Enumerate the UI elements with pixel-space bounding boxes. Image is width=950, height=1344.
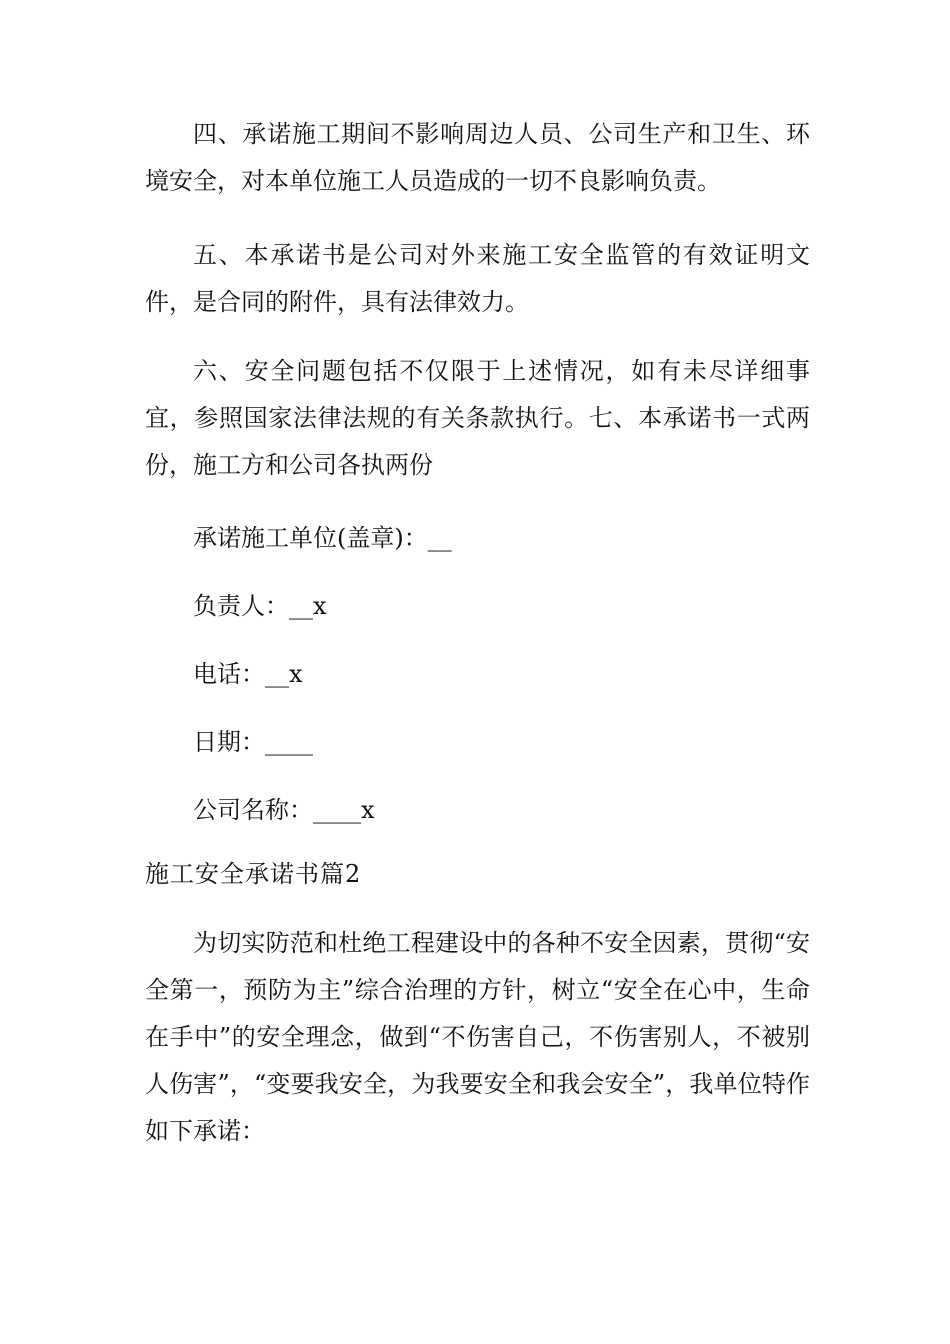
paragraph-item-5: 五、本承诺书是公司对外来施工安全监管的有效证明文件，是合同的附件，具有法律效力。: [145, 241, 810, 316]
paragraph-item-4: 四、承诺施工期间不影响周边人员、公司生产和卫生、环境安全，对本单位施工人员造成的一切不良影响负责。: [145, 120, 810, 195]
signature-date-field: 日期：____: [193, 728, 313, 756]
section-intro-paragraph: 为切实防范和杜绝工程建设中的各种不安全因素，贯彻“安全第一，预防为主”综合治理的方针，树立“安全在心中，生命在手中”的安全理念，做到“不伤害自己，不伤害别人，不被别人伤害”，“变要我安全，为我要安全和我会安全”，我单位特作如下承诺：: [145, 929, 810, 1145]
signature-phone-field: 电话：__x: [193, 660, 303, 688]
signature-company-field: 公司名称：____x: [193, 796, 375, 824]
section-heading: 施工安全承诺书篇2: [145, 860, 362, 888]
signature-person-field: 负责人：__x: [193, 592, 327, 620]
paragraph-item-6: 六、安全问题包括不仅限于上述情况，如有未尽详细事宜，参照国家法律法规的有关条款执行。七、本承诺书一式两份，施工方和公司各执两份: [145, 357, 810, 479]
signature-unit-field: 承诺施工单位(盖章)：__: [193, 524, 452, 552]
